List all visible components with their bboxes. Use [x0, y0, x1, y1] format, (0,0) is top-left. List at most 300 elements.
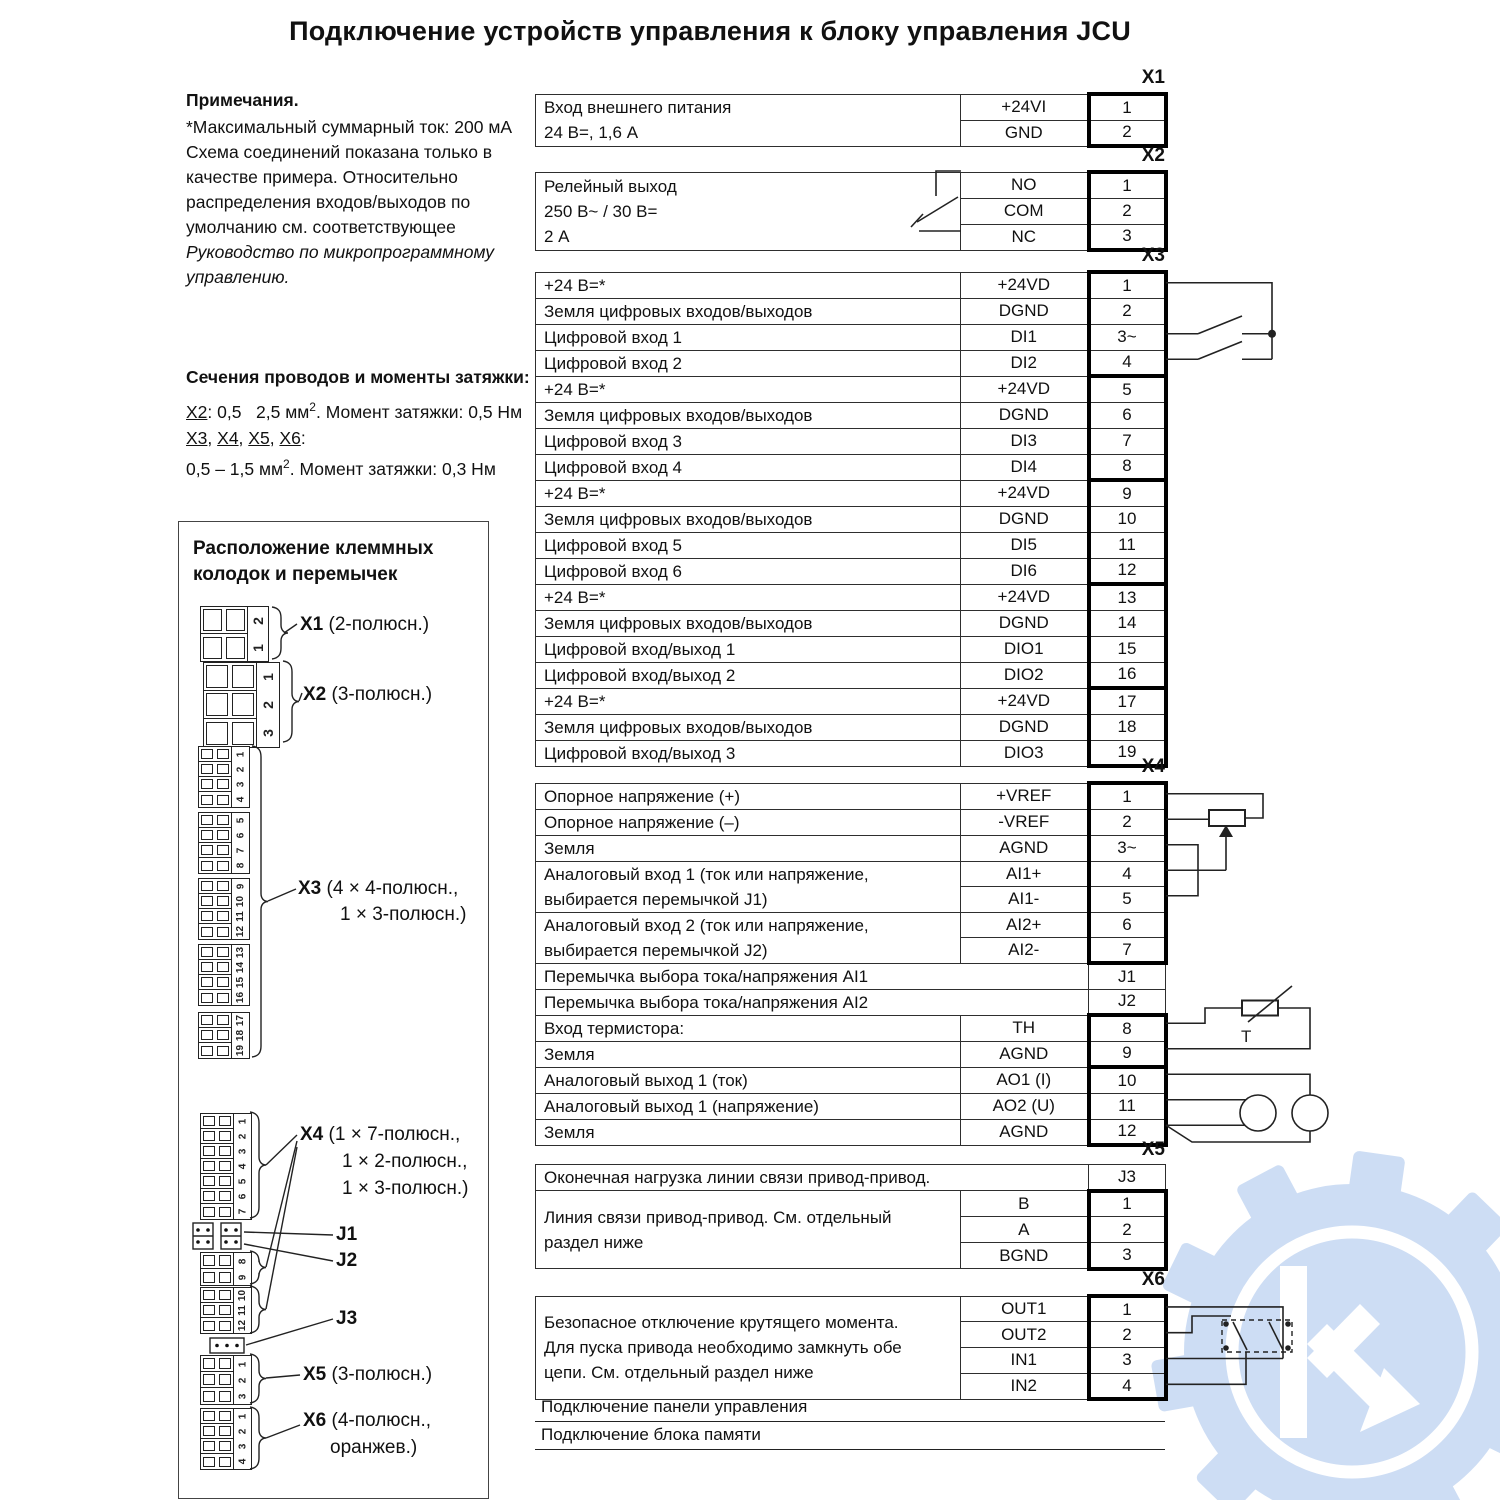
terminal-signal: DGND [961, 298, 1089, 324]
terminal-signal: +24VD [961, 688, 1089, 714]
terminal-block-label [330, 1437, 417, 1459]
pole-contact [217, 845, 229, 855]
terminal-pole [201, 1288, 233, 1303]
terminal-pole [201, 1269, 233, 1285]
desc-line: 24 В=, 1,6 А [544, 123, 639, 142]
pole-contact [219, 1272, 231, 1283]
pole-contact [219, 1411, 231, 1421]
terminal-signal: DGND [961, 714, 1089, 740]
pole-number: 2 [235, 766, 246, 773]
pole-contact [217, 947, 229, 957]
terminal-row [536, 1041, 1166, 1067]
pole-contact [232, 665, 254, 688]
terminal-pole [199, 762, 231, 777]
pole-contact [201, 861, 213, 871]
pole-contact [219, 1146, 231, 1156]
terminal-desc [536, 714, 961, 740]
desc-line: Аналоговый выход 1 (ток) [544, 1070, 748, 1090]
pole-contact [217, 993, 229, 1003]
terminal-block-label [336, 1250, 357, 1272]
terminal-block-label [342, 1151, 467, 1173]
wire-spec-segment: . Момент затяжки: 0,3 Нм [289, 458, 496, 479]
terminal-pin: 3 [1089, 1348, 1166, 1374]
terminal-pole [199, 990, 231, 1005]
terminal-pin: 6 [1089, 402, 1166, 428]
page-title: Подключение устройств управления к блоку управления JCU [289, 16, 1131, 46]
terminal-signal: OUT1 [961, 1296, 1089, 1322]
terminal-pin: 2 [1089, 1322, 1166, 1348]
terminal-pin: 3~ [1089, 324, 1166, 350]
terminal-pin: 4 [1089, 861, 1166, 887]
pole-contact [217, 830, 229, 840]
terminal-pole [201, 1174, 233, 1189]
connector-table-x4 [535, 781, 1168, 1147]
terminal-desc [536, 350, 961, 376]
terminal-desc [536, 989, 1089, 1015]
desc-line: 2 А [544, 226, 570, 246]
pole-number: 2 [237, 1377, 248, 1383]
terminal-signal: DI6 [961, 558, 1089, 584]
pole-number: 11 [236, 1305, 248, 1316]
pole-number: 1 [237, 1361, 248, 1367]
wire-spec-segment: X6 [279, 427, 301, 448]
pole-contact [203, 1255, 215, 1266]
terminal-pin: 1 [1089, 172, 1166, 198]
pole-number: 3 [237, 1148, 248, 1155]
label-part: X6 [303, 1410, 332, 1431]
terminal-block-label [303, 1410, 431, 1432]
terminal-pin: 13 [1089, 584, 1166, 610]
terminal-block-graphic [198, 878, 250, 940]
terminal-pin: 14 [1089, 610, 1166, 636]
terminal-signal: AO2 (U) [961, 1093, 1089, 1119]
pole-number: 4 [237, 1458, 248, 1465]
terminal-pole [204, 691, 256, 719]
desc-line: цепи. См. отдельный раздел ниже [544, 1363, 814, 1383]
terminal-pole [201, 1454, 233, 1469]
pole-contact [203, 1116, 215, 1126]
desc-line: Цифровой вход 3 [544, 431, 683, 451]
terminal-signal: DGND [961, 610, 1089, 636]
pole-number: 8 [235, 862, 246, 869]
pole-contact [201, 881, 213, 891]
pole-contact [201, 830, 213, 840]
terminal-signal: GND [961, 120, 1089, 146]
pole-contact [217, 861, 229, 871]
terminal-row [536, 783, 1166, 809]
wire-spec-segment: 2 [283, 456, 290, 471]
pole-contact [201, 815, 213, 825]
terminal-row [536, 835, 1166, 861]
pole-contact [219, 1457, 231, 1467]
terminal-desc [536, 402, 961, 428]
footer-row: Подключение панели управления [535, 1394, 1165, 1422]
terminal-block-label [303, 1364, 432, 1386]
pole-contact [217, 1030, 229, 1040]
terminal-pole [201, 1303, 233, 1318]
pole-contact [203, 1191, 215, 1201]
terminal-pole [201, 1424, 233, 1439]
terminal-block-label [303, 684, 432, 706]
pole-contact [217, 881, 229, 891]
pole-contact [206, 722, 228, 745]
terminal-desc [536, 584, 961, 610]
pole-contact [219, 1426, 231, 1436]
label-part: (4 × 4-полюсн., [326, 878, 459, 899]
pole-contact [201, 764, 213, 774]
terminal-desc [536, 1067, 961, 1093]
pole-number: 13 [235, 946, 246, 959]
pole-contact [203, 609, 222, 631]
desc-line: Земля цифровых входов/выходов [544, 301, 813, 321]
terminal-row [536, 272, 1166, 298]
terminal-pin: 15 [1089, 636, 1166, 662]
pole-contact [217, 896, 229, 906]
terminal-signal: +24VD [961, 584, 1089, 610]
terminal-pole [199, 747, 231, 762]
pole-number: 14 [235, 961, 246, 974]
pole-contact [217, 764, 229, 774]
terminal-desc [536, 454, 961, 480]
terminal-row [536, 1067, 1166, 1093]
desc-line: Аналоговый выход 1 (напряжение) [544, 1096, 819, 1116]
desc-line: Цифровой вход 2 [544, 353, 683, 373]
pole-number: 9 [235, 883, 246, 890]
terminal-pole [201, 1159, 233, 1174]
desc-line: Линия связи привод-привод. См. отдельный [544, 1207, 892, 1227]
desc-line: Цифровой вход/выход 3 [544, 743, 736, 763]
terminal-row [536, 584, 1166, 610]
terminal-pin: 8 [1089, 1015, 1166, 1041]
terminal-pole [199, 960, 231, 975]
pole-number: 2 [237, 1133, 248, 1140]
pole-contact [203, 1290, 215, 1300]
terminal-desc [536, 1015, 961, 1041]
terminal-pin: 3 [1089, 224, 1166, 250]
terminal-pin: 5 [1089, 887, 1166, 913]
pole-number: 1 [237, 1118, 248, 1125]
terminal-signal: BGND [961, 1243, 1089, 1269]
wire-spec-segment: , [269, 427, 280, 448]
terminal-desc [536, 1165, 1089, 1191]
pole-contact [219, 1290, 231, 1300]
terminal-desc [536, 532, 961, 558]
terminal-row [536, 558, 1166, 584]
terminal-signal: IN1 [961, 1348, 1089, 1374]
terminal-pin: 10 [1089, 506, 1166, 532]
terminal-pin: 4 [1089, 350, 1166, 376]
terminal-row [536, 1191, 1166, 1217]
desc-line: Земля [544, 1122, 595, 1142]
desc-line: Цифровой вход 5 [544, 535, 683, 555]
terminal-signal: DI2 [961, 350, 1089, 376]
terminal-desc [536, 376, 961, 402]
terminal-desc [536, 783, 961, 809]
terminal-row [536, 350, 1166, 376]
desc-line: Для пуска привода необходимо замкнуть обе [544, 1338, 902, 1358]
terminal-signal: DIO2 [961, 662, 1089, 688]
pole-number: 11 [234, 911, 246, 922]
pole-number: 8 [237, 1258, 248, 1264]
terminal-pole [199, 975, 231, 990]
pole-contact [203, 1161, 215, 1171]
terminal-block-graphic [198, 1012, 250, 1059]
label-part: J2 [336, 1250, 358, 1271]
terminal-signal: DIO3 [961, 740, 1089, 766]
label-part: X3 [298, 878, 327, 899]
desc-line: Вход термистора: [544, 1018, 685, 1038]
terminal-signal: +24VD [961, 376, 1089, 402]
pole-contact [203, 1457, 215, 1467]
pole-contact [217, 779, 229, 789]
terminal-signal: A [961, 1217, 1089, 1243]
connector-label-x3: X3 [1141, 245, 1165, 266]
terminal-desc [536, 272, 961, 298]
terminal-pin: 19 [1089, 740, 1166, 766]
pole-number: 5 [235, 817, 246, 824]
label-part: 1 × 3-полюсн.) [342, 1178, 469, 1199]
pole-number: 9 [237, 1274, 248, 1280]
terminal-row [536, 454, 1166, 480]
terminal-block-graphic [200, 1252, 252, 1286]
desc-line: Безопасное отключение крутящего момента. [544, 1313, 899, 1333]
pole-number: 15 [235, 976, 246, 989]
pole-number: 6 [237, 1193, 248, 1200]
desc-line: Земля цифровых входов/выходов [544, 613, 813, 633]
terminal-desc [536, 662, 961, 688]
terminal-desc [536, 688, 961, 714]
desc-line: +24 В=* [544, 379, 606, 399]
pole-number: 2 [259, 701, 276, 709]
pole-contact [203, 1146, 215, 1156]
label-part: (1 × 7-полюсн., [328, 1124, 461, 1145]
wire-spec-segment: 0,5 – 1,5 мм [186, 458, 284, 479]
terminal-row [536, 506, 1166, 532]
terminal-block-label [336, 1224, 357, 1246]
terminal-signal: +24VI [961, 94, 1089, 120]
pole-number: 17 [235, 1014, 246, 1027]
terminal-pin: 2 [1089, 1217, 1166, 1243]
terminal-signal: AI2- [961, 938, 1089, 964]
terminal-signal: AI1- [961, 887, 1089, 913]
terminal-block-label [336, 1308, 357, 1330]
terminal-signal: AGND [961, 1119, 1089, 1145]
pole-contact [201, 993, 213, 1003]
desc-line: Оконечная нагрузка линии связи привод-привод. [544, 1168, 931, 1187]
wire-spec-segment: : 0,5 2,5 мм [207, 401, 310, 422]
wire-spec-segment: , [207, 427, 218, 448]
connector-label-x6: X6 [1141, 1269, 1165, 1290]
terminal-desc [536, 506, 961, 532]
terminal-row [536, 662, 1166, 688]
terminal-pole [201, 1114, 233, 1129]
pole-contact [232, 693, 254, 716]
pole-contact [201, 779, 213, 789]
terminal-pin: 1 [1089, 1296, 1166, 1322]
pole-contact [226, 609, 245, 631]
pole-contact [201, 947, 213, 957]
pole-number: 19 [235, 1044, 246, 1057]
pole-contact [201, 896, 213, 906]
desc-line: Цифровой вход/выход 1 [544, 639, 736, 659]
terminal-block-label [300, 614, 429, 636]
terminal-desc [536, 809, 961, 835]
terminal-pin: 3~ [1089, 835, 1166, 861]
terminal-row [536, 809, 1166, 835]
terminal-pin: 1 [1089, 1191, 1166, 1217]
wire-spec-segment: . Момент затяжки: 0,5 Нм [315, 401, 523, 422]
pole-contact [217, 977, 229, 987]
terminal-pin: 2 [1089, 809, 1166, 835]
desc-line: +24 В=* [544, 275, 606, 295]
pole-contact [206, 693, 228, 716]
terminal-pin: 7 [1089, 938, 1166, 964]
terminal-pole [199, 792, 231, 807]
pole-contact [226, 637, 245, 659]
wire-spec-segment: , [238, 427, 249, 448]
pole-contact [201, 1046, 213, 1056]
connector-table-x1 [535, 92, 1168, 148]
pole-number: 3 [235, 781, 246, 788]
pole-contact [219, 1176, 231, 1186]
terminal-pin: 18 [1089, 714, 1166, 740]
terminal-pin: J3 [1089, 1165, 1166, 1191]
pole-contact [201, 1015, 213, 1025]
pole-contact [201, 977, 213, 987]
label-part: оранжев.) [330, 1437, 418, 1458]
terminal-row [536, 532, 1166, 558]
terminal-signal: +24VD [961, 272, 1089, 298]
pole-contact [217, 749, 229, 759]
desc-line: Земля цифровых входов/выходов [544, 405, 813, 425]
pole-contact [219, 1191, 231, 1201]
terminal-layout-heading: Расположение клеммных колодок и перемычек [193, 538, 434, 585]
terminal-pin: J2 [1089, 989, 1166, 1015]
pole-number: 4 [235, 796, 246, 803]
terminal-desc [536, 963, 1089, 989]
pole-contact [219, 1358, 231, 1369]
terminal-pole [204, 719, 256, 747]
terminal-pole [199, 909, 231, 924]
terminal-pin: J1 [1089, 963, 1166, 989]
wire-spec-line [186, 394, 531, 425]
pole-contact [217, 1046, 229, 1056]
label-part: (4-полюсн., [331, 1410, 432, 1431]
terminal-signal: DI3 [961, 428, 1089, 454]
terminal-desc [536, 861, 961, 912]
desc-line: раздел ниже [544, 1232, 644, 1252]
desc-line: Перемычка выбора тока/напряжения AI1 [544, 966, 869, 986]
terminal-pin: 16 [1089, 662, 1166, 688]
terminal-pin: 4 [1089, 1373, 1166, 1399]
terminal-block-graphic [200, 1113, 252, 1220]
terminal-signal: AGND [961, 835, 1089, 861]
terminal-row [536, 402, 1166, 428]
label-part: X1 [300, 614, 329, 635]
terminal-desc [536, 298, 961, 324]
terminal-row [536, 912, 1166, 938]
terminal-row [536, 688, 1166, 714]
terminal-signal: DI1 [961, 324, 1089, 350]
desc-line: +24 В=* [544, 691, 606, 711]
terminal-pin: 12 [1089, 1119, 1166, 1145]
desc-line: Аналоговый вход 1 (ток или напряжение, [544, 864, 869, 884]
terminal-signal: B [961, 1191, 1089, 1217]
terminal-desc [536, 1191, 961, 1269]
pole-number: 1 [237, 1413, 248, 1420]
desc-line: Цифровой вход 4 [544, 457, 683, 477]
connector-label-x5: X5 [1141, 1139, 1165, 1160]
terminal-signal: IN2 [961, 1373, 1089, 1399]
terminal-signal: DGND [961, 402, 1089, 428]
pole-number: 1 [235, 751, 246, 758]
desc-line: Цифровой вход 6 [544, 561, 683, 581]
pole-contact [232, 722, 254, 745]
connector-table-x6 [535, 1294, 1168, 1401]
pole-number: 3 [237, 1443, 248, 1450]
desc-line: +24 В=* [544, 587, 606, 607]
terminal-pin: 2 [1089, 120, 1166, 146]
terminal-desc [536, 480, 961, 506]
pole-contact [201, 1030, 213, 1040]
pole-contact [203, 1207, 215, 1217]
pole-contact [217, 911, 229, 921]
wire-specs-heading: Сечения проводов и моменты затяжки: [186, 367, 530, 387]
terminal-block-label [300, 1124, 460, 1146]
terminal-pole [201, 607, 247, 634]
terminal-pin: 17 [1089, 688, 1166, 714]
thermistor-label: T [1241, 1027, 1252, 1046]
pole-number: 18 [235, 1029, 246, 1042]
wire-spec-segment: X2 [186, 401, 208, 422]
pole-contact [219, 1161, 231, 1171]
terminal-signal: DGND [961, 506, 1089, 532]
terminal-pole [201, 634, 247, 661]
terminal-row [536, 989, 1166, 1015]
notes-heading: Примечания. [186, 90, 299, 110]
desc-line: Перемычка выбора тока/напряжения AI2 [544, 992, 869, 1012]
terminal-row [536, 376, 1166, 402]
pole-contact [203, 1411, 215, 1421]
terminal-block-graphic [200, 606, 269, 662]
desc-line: 250 В~ / 30 В= [544, 201, 658, 221]
desc-line: Земля [544, 838, 595, 858]
desc-line: выбирается перемычкой J2) [544, 940, 768, 960]
pole-contact [201, 845, 213, 855]
pole-number: 3 [259, 729, 276, 737]
connector-label-x1: X1 [1141, 67, 1165, 88]
pole-contact [203, 1441, 215, 1451]
terminal-pole [201, 1372, 233, 1388]
connector-label-x2: X2 [1141, 145, 1165, 166]
label-part: 1 × 2-полюсн., [342, 1151, 468, 1172]
terminal-pole [201, 1144, 233, 1159]
terminal-desc [536, 1296, 961, 1399]
desc-line: +24 В=* [544, 483, 606, 503]
terminal-row [536, 1165, 1166, 1191]
terminal-pole [201, 1253, 233, 1269]
desc-line: Опорное напряжение (–) [544, 812, 740, 832]
desc-line: Аналоговый вход 2 (ток или напряжение, [544, 915, 869, 935]
pole-number: 5 [237, 1178, 248, 1185]
terminal-signal: +24VD [961, 480, 1089, 506]
terminal-desc [536, 558, 961, 584]
terminal-row [536, 610, 1166, 636]
terminal-pole [201, 1439, 233, 1454]
terminal-pin: 1 [1089, 783, 1166, 809]
pole-contact [203, 1305, 215, 1315]
terminal-pole [201, 1189, 233, 1204]
